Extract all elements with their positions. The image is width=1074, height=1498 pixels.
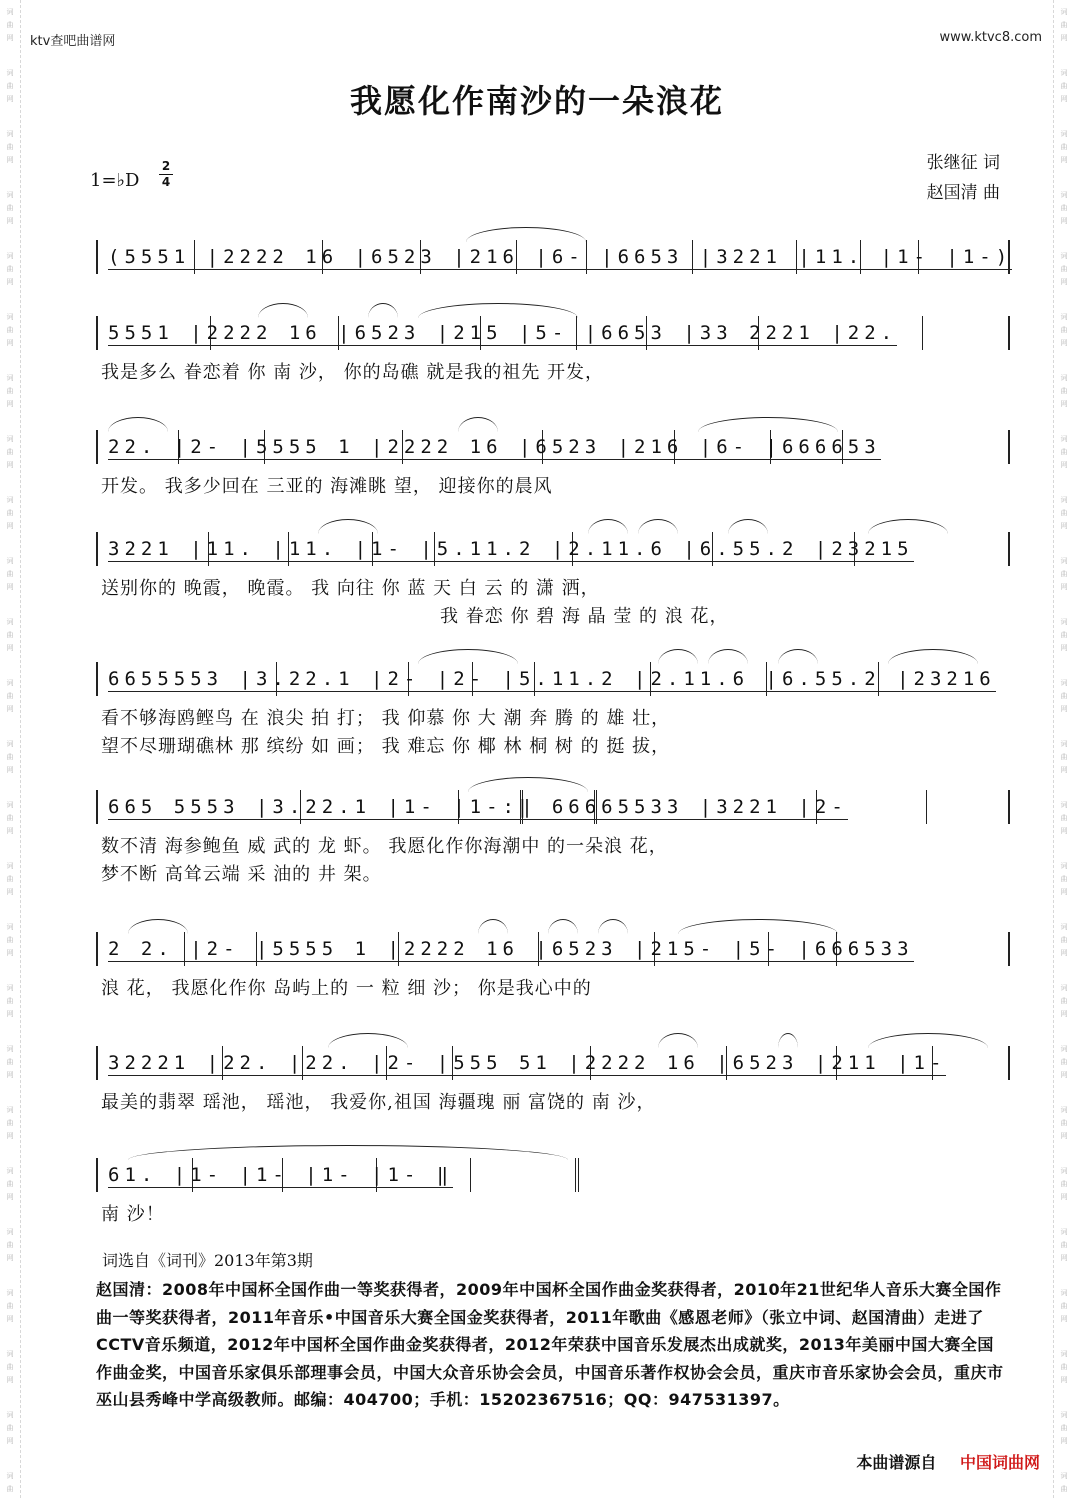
- score-line-6: [96, 790, 1010, 824]
- watermark-glyph: 曲: [6, 631, 14, 639]
- watermark-glyph: 词: [1060, 984, 1068, 992]
- watermark-glyph: 词: [6, 8, 14, 16]
- watermark-glyph: 曲: [6, 204, 14, 212]
- watermark-glyph: 词: [6, 618, 14, 626]
- watermark-glyph: 网: [6, 1376, 14, 1384]
- watermark-glyph: 网: [1060, 1437, 1068, 1445]
- watermark-glyph: 曲: [1060, 509, 1068, 517]
- watermark-glyph: 曲: [6, 82, 14, 90]
- watermark-glyph: 词: [1060, 1411, 1068, 1419]
- watermark-glyph: 词: [6, 130, 14, 138]
- right-watermark-strip: [1053, 0, 1074, 1498]
- watermark-glyph: 曲: [1060, 143, 1068, 151]
- watermark-glyph: 词: [1060, 1167, 1068, 1175]
- watermark-glyph: 词: [1060, 8, 1068, 16]
- watermark-glyph: 网: [6, 1254, 14, 1262]
- watermark-glyph: 曲: [6, 875, 14, 883]
- lyrics-line-6-verse-1: 数不清 海参鲍鱼 威 武的 龙 虾。 我愿化作你海潮中 的一朵浪 花，: [101, 836, 668, 857]
- score-line-1: [96, 240, 1013, 274]
- notation-line-5: 6655553 |3.22.1 |2- |2- |5.11.2 |2.11.6 |6.55.2 |23216: [108, 668, 996, 690]
- watermark-glyph: 词: [6, 191, 14, 199]
- watermark-glyph: 词: [1060, 1289, 1068, 1297]
- score-line-4: [96, 532, 1010, 566]
- watermark-glyph: 词: [6, 1350, 14, 1358]
- left-watermark-strip: [0, 0, 21, 1498]
- watermark-glyph: 网: [1060, 95, 1068, 103]
- watermark-glyph: 网: [6, 34, 14, 42]
- notation-line-3: 22. |2- |5555 1 |2222 16 |6523 |216 |6- |666653: [108, 436, 881, 458]
- watermark-glyph: 曲: [6, 570, 14, 578]
- score-line-9: [96, 1158, 578, 1192]
- watermark-glyph: 词: [1060, 862, 1068, 870]
- watermark-glyph: 曲: [1060, 1058, 1068, 1066]
- watermark-glyph: 曲: [1060, 1424, 1068, 1432]
- time-signature: [159, 160, 173, 189]
- watermark-glyph: 词: [1060, 496, 1068, 504]
- watermark-glyph: 曲: [6, 1363, 14, 1371]
- score-line-5: [96, 662, 1008, 696]
- composer-biography: 赵国清：2008年中国杯全国作曲一等奖获得者，2009年中国杯全国作曲金奖获得者，2010年21世纪华人音乐大赛全国作曲一等奖获得者，2011年音乐•中国音乐大赛全国金奖获得者，2011年歌曲《感恩老师》（张立中词、赵国清曲）走进了CCTV音乐频道，2012年中国杯全国作曲金奖获得者，2012年荣获中国音乐发展杰出成就奖，2013年美丽中国大赛全国作曲金奖，中国音乐家俱乐部理事会员，中国大众音乐协会会员，中国音乐著作权协会会员，重庆市音乐家协会会员，重庆市巫山县秀峰中学高级教师。邮编：404700；手机：15202367516；QQ：947531397。: [96, 1280, 1004, 1409]
- lyrics-line-3: 开发。 我多少回在 三亚的 海滩眺 望， 迎接你的晨风: [101, 476, 553, 497]
- score-line-8: [96, 1046, 1010, 1080]
- watermark-glyph: 曲: [1060, 997, 1068, 1005]
- watermark-glyph: 曲: [6, 1058, 14, 1066]
- watermark-glyph: 词: [1060, 1472, 1068, 1480]
- watermark-glyph: 词: [1060, 1228, 1068, 1236]
- watermark-glyph: 网: [1060, 1193, 1068, 1201]
- score-line-2: [96, 316, 1010, 350]
- watermark-glyph: 网: [1060, 1071, 1068, 1079]
- watermark-glyph: 词: [6, 740, 14, 748]
- notation-line-1: (5551 |2222 16 |6523 |216 |6- |6653 |3221 |11. |1- |1-): [108, 246, 1013, 268]
- watermark-glyph: 词: [6, 1289, 14, 1297]
- watermark-glyph: 词: [1060, 374, 1068, 382]
- watermark-glyph: 网: [1060, 705, 1068, 713]
- notation-line-8: 32221 |22. |22. |2- |555 51 |2222 16 |6523 |211 |1-: [108, 1052, 947, 1074]
- watermark-glyph: 词: [6, 862, 14, 870]
- watermark-glyph: 曲: [6, 326, 14, 334]
- watermark-glyph: 曲: [6, 692, 14, 700]
- watermark-glyph: 词: [6, 1472, 14, 1480]
- lyrics-line-5-verse-2: 望不尽珊瑚礁林 那 缤纷 如 画； 我 难忘 你 椰 林 桐 树 的 挺 拔，: [101, 736, 671, 757]
- watermark-glyph: 词: [1060, 191, 1068, 199]
- watermark-glyph: 网: [6, 705, 14, 713]
- lyrics-line-7: 浪 花， 我愿化作你 岛屿上的 一 粒 细 沙； 你是我心中的: [101, 978, 592, 999]
- watermark-glyph: 网: [6, 766, 14, 774]
- watermark-glyph: 词: [6, 984, 14, 992]
- watermark-glyph: 曲: [6, 814, 14, 822]
- watermark-glyph: 曲: [6, 997, 14, 1005]
- watermark-glyph: 词: [1060, 1045, 1068, 1053]
- watermark-glyph: 网: [1060, 1376, 1068, 1384]
- watermark-glyph: 词: [6, 1228, 14, 1236]
- watermark-glyph: 词: [1060, 252, 1068, 260]
- watermark-glyph: 曲: [1060, 692, 1068, 700]
- watermark-glyph: 网: [1060, 34, 1068, 42]
- watermark-glyph: 词: [1060, 1350, 1068, 1358]
- watermark-glyph: 词: [1060, 557, 1068, 565]
- watermark-glyph: 曲: [1060, 936, 1068, 944]
- watermark-glyph: 词: [6, 252, 14, 260]
- watermark-glyph: 词: [1060, 923, 1068, 931]
- watermark-glyph: 曲: [6, 753, 14, 761]
- watermark-glyph: 词: [6, 679, 14, 687]
- watermark-glyph: 词: [6, 557, 14, 565]
- watermark-glyph: 曲: [1060, 1119, 1068, 1127]
- notation-line-2: 5551 |2222 16 |6523 |215 |5- |6653 |33 2221 |22.: [108, 322, 898, 344]
- notation-line-7: 2 2. |2- |5555 1 |2222 16 |6523 |215- |5- |666533: [108, 938, 914, 960]
- watermark-glyph: 词: [6, 801, 14, 809]
- watermark-glyph: 词: [1060, 618, 1068, 626]
- watermark-glyph: 词: [1060, 130, 1068, 138]
- lyrics-line-8: 最美的翡翠 瑶池， 瑶池， 我爱你,祖国 海疆瑰 丽 富饶的 南 沙，: [101, 1092, 656, 1113]
- notation-line-6: 665 5553 |3.22.1 |1- |1-:‖ 66665533 |3221 |2-: [108, 796, 848, 818]
- composer-credit: 赵国清 曲: [926, 183, 1000, 203]
- watermark-glyph: 词: [6, 1045, 14, 1053]
- time-signature-bottom: 4: [161, 175, 171, 189]
- watermark-glyph: 网: [1060, 522, 1068, 530]
- watermark-glyph: 词: [1060, 801, 1068, 809]
- watermark-glyph: 网: [6, 1193, 14, 1201]
- watermark-glyph: 网: [6, 583, 14, 591]
- watermark-glyph: 网: [1060, 1010, 1068, 1018]
- watermark-glyph: 网: [6, 1315, 14, 1323]
- watermark-glyph: 词: [6, 313, 14, 321]
- key-signature: 1=♭D: [90, 170, 140, 191]
- watermark-glyph: 网: [6, 1071, 14, 1079]
- watermark-glyph: 曲: [1060, 1302, 1068, 1310]
- watermark-glyph: 网: [1060, 156, 1068, 164]
- watermark-glyph: 网: [6, 156, 14, 164]
- page-title: 我愿化作南沙的一朵浪花: [349, 82, 724, 120]
- watermark-glyph: 网: [6, 1010, 14, 1018]
- watermark-glyph: 词: [1060, 1106, 1068, 1114]
- watermark-glyph: 曲: [1060, 387, 1068, 395]
- watermark-glyph: 词: [1060, 313, 1068, 321]
- watermark-glyph: 曲: [1060, 1363, 1068, 1371]
- watermark-glyph: 网: [6, 949, 14, 957]
- watermark-glyph: 词: [1060, 740, 1068, 748]
- watermark-glyph: 网: [6, 217, 14, 225]
- watermark-glyph: 曲: [6, 936, 14, 944]
- watermark-glyph: 网: [1060, 1315, 1068, 1323]
- watermark-glyph: 词: [6, 1411, 14, 1419]
- lyrics-line-9: 南 沙！: [101, 1204, 165, 1225]
- watermark-glyph: 曲: [1060, 814, 1068, 822]
- watermark-glyph: 词: [6, 1167, 14, 1175]
- watermark-glyph: 词: [6, 1106, 14, 1114]
- watermark-glyph: 网: [1060, 461, 1068, 469]
- watermark-glyph: 网: [6, 522, 14, 530]
- watermark-glyph: 曲: [6, 1424, 14, 1432]
- score-line-3: [96, 430, 1010, 464]
- watermark-glyph: 网: [6, 1132, 14, 1140]
- lyrics-source-note: 词选自《词刊》2013年第3期: [102, 1251, 313, 1270]
- watermark-glyph: 曲: [1060, 875, 1068, 883]
- watermark-glyph: 词: [1060, 435, 1068, 443]
- watermark-glyph: 曲: [1060, 1241, 1068, 1249]
- watermark-glyph: 网: [1060, 888, 1068, 896]
- watermark-glyph: 曲: [6, 509, 14, 517]
- watermark-glyph: 网: [1060, 949, 1068, 957]
- watermark-glyph: 网: [6, 95, 14, 103]
- footer-site-link[interactable]: 中国词曲网: [959, 1453, 1040, 1472]
- watermark-glyph: 网: [6, 888, 14, 896]
- watermark-glyph: 曲: [6, 21, 14, 29]
- footer-source-credit: [856, 1450, 1040, 1473]
- watermark-glyph: 网: [6, 1437, 14, 1445]
- watermark-glyph: 曲: [1060, 265, 1068, 273]
- watermark-glyph: 网: [1060, 766, 1068, 774]
- watermark-glyph: 曲: [6, 387, 14, 395]
- lyricist-credit: 张继征 词: [926, 153, 1000, 173]
- watermark-glyph: 网: [1060, 278, 1068, 286]
- watermark-glyph: 网: [1060, 583, 1068, 591]
- lyrics-line-6-verse-2: 梦不断 高耸云端 采 油的 井 架。: [101, 864, 382, 885]
- watermark-glyph: 曲: [1060, 448, 1068, 456]
- watermark-glyph: 网: [1060, 217, 1068, 225]
- watermark-glyph: 网: [6, 278, 14, 286]
- watermark-glyph: 曲: [6, 143, 14, 151]
- watermark-glyph: 网: [6, 400, 14, 408]
- watermark-glyph: 曲: [6, 1180, 14, 1188]
- watermark-glyph: 网: [6, 644, 14, 652]
- notation-line-4: 3221 |11. |11. |1- |5.11.2 |2.11.6 |6.55.2 |23215: [108, 538, 914, 560]
- watermark-glyph: 曲: [6, 265, 14, 273]
- watermark-glyph: 网: [1060, 1254, 1068, 1262]
- watermark-glyph: 词: [1060, 69, 1068, 77]
- watermark-glyph: 曲: [1060, 82, 1068, 90]
- score-line-7: [96, 932, 1010, 966]
- notation-line-9: 61. |1- |1- |1- |1- ‖: [108, 1164, 454, 1186]
- time-signature-top: 2: [161, 159, 171, 173]
- watermark-glyph: 曲: [6, 1119, 14, 1127]
- lyrics-line-2: 我是多么 眷恋着 你 南 沙， 你的岛礁 就是我的祖先 开发，: [101, 362, 605, 383]
- watermark-glyph: 词: [6, 69, 14, 77]
- footer-label: 本曲谱源自: [856, 1453, 937, 1472]
- watermark-glyph: 曲: [1060, 1180, 1068, 1188]
- watermark-glyph: 曲: [1060, 204, 1068, 212]
- watermark-glyph: 曲: [6, 1241, 14, 1249]
- lyrics-line-4-verse-1: 送别你的 晚霞， 晚霞。 我 向往 你 蓝 天 白 云 的 潇 洒，: [101, 578, 600, 599]
- watermark-glyph: 词: [6, 374, 14, 382]
- watermark-glyph: 曲: [1060, 21, 1068, 29]
- watermark-glyph: 曲: [6, 1485, 14, 1493]
- watermark-glyph: 词: [6, 496, 14, 504]
- watermark-glyph: 曲: [1060, 753, 1068, 761]
- watermark-glyph: 曲: [1060, 326, 1068, 334]
- lyrics-line-4-verse-2: 我 眷恋 你 碧 海 晶 莹 的 浪 花，: [440, 606, 729, 627]
- watermark-glyph: 曲: [6, 448, 14, 456]
- watermark-glyph: 网: [1060, 827, 1068, 835]
- watermark-glyph: 词: [6, 435, 14, 443]
- watermark-glyph: 网: [6, 827, 14, 835]
- watermark-glyph: 网: [1060, 400, 1068, 408]
- watermark-glyph: 曲: [1060, 631, 1068, 639]
- header-site-left[interactable]: ktv查吧曲谱网: [30, 34, 116, 49]
- watermark-glyph: 曲: [1060, 1485, 1068, 1493]
- watermark-glyph: 曲: [1060, 570, 1068, 578]
- watermark-glyph: 网: [1060, 644, 1068, 652]
- watermark-glyph: 网: [1060, 339, 1068, 347]
- header-site-right[interactable]: www.ktvc8.com: [939, 30, 1042, 45]
- watermark-glyph: 网: [6, 461, 14, 469]
- watermark-glyph: 曲: [6, 1302, 14, 1310]
- watermark-glyph: 网: [6, 339, 14, 347]
- watermark-glyph: 词: [1060, 679, 1068, 687]
- watermark-glyph: 网: [1060, 1132, 1068, 1140]
- lyrics-line-5-verse-1: 看不够海鸥鲣鸟 在 浪尖 拍 打； 我 仰慕 你 大 潮 奔 腾 的 雄 壮，: [101, 708, 671, 729]
- watermark-glyph: 词: [6, 923, 14, 931]
